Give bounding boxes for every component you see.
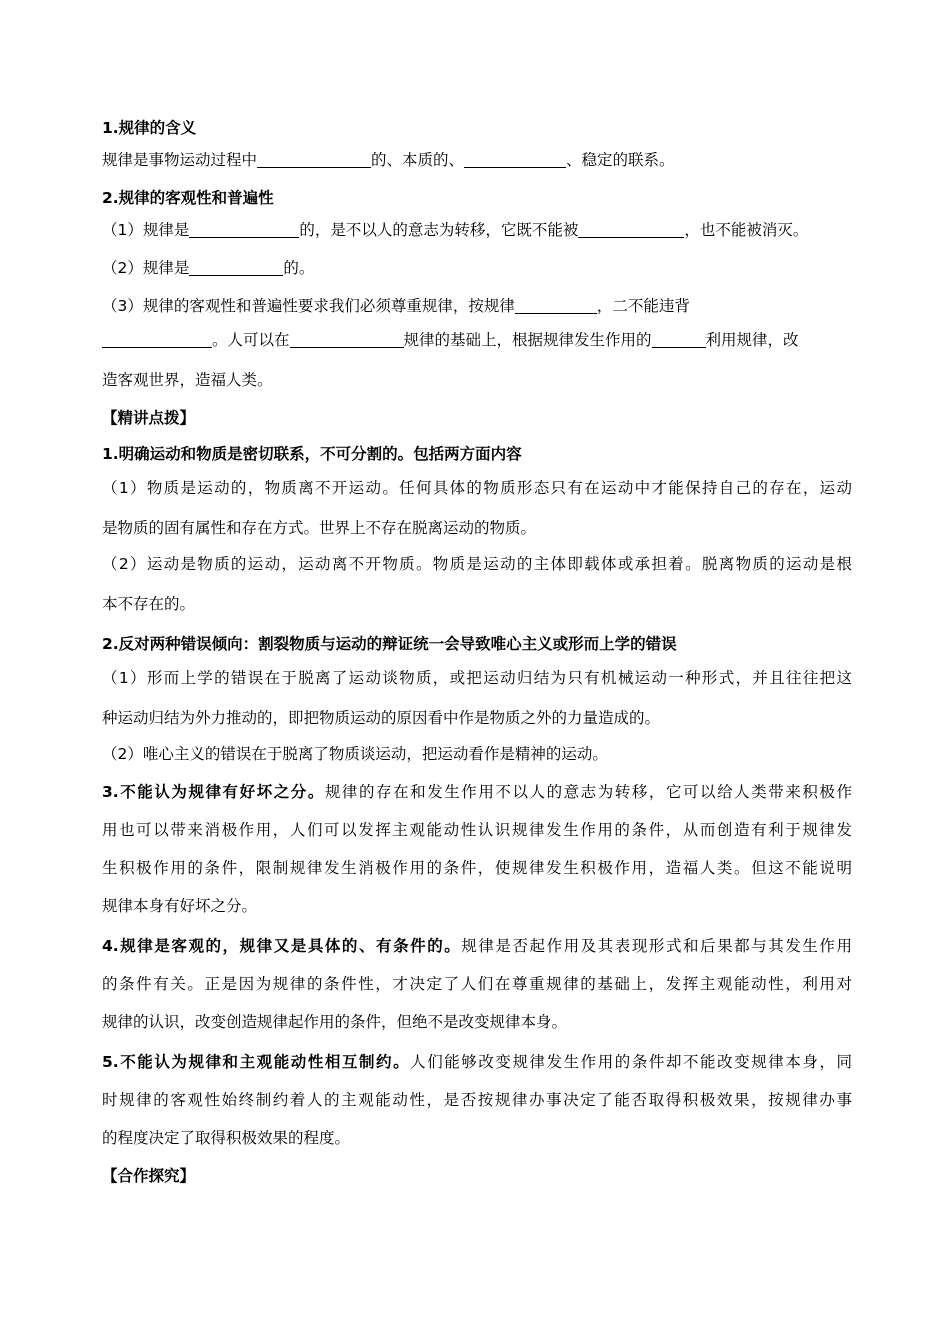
paragraph-line: 的程度决定了取得积极效果的程度。 — [102, 1129, 351, 1147]
text-span: 的。 — [283, 259, 315, 277]
paragraph-line: （1）形而上学的错误在于脱离了运动谈物质，或把运动归结为只有机械运动一种形式，并且往往把这 — [102, 669, 852, 687]
blank-field[interactable] — [515, 297, 597, 314]
fill-sentence-3-cont — [102, 330, 799, 350]
text-span: 利用规律，改 — [705, 331, 799, 349]
point-title-1: 1.明确运动和物质是密切联系，不可分割的。包括两方面内容 — [102, 445, 522, 463]
blank-field[interactable] — [189, 259, 283, 276]
blank-field[interactable] — [257, 151, 371, 168]
point-title-5: 5.不能认为规律和主观能动性相互制约。 — [102, 1053, 411, 1071]
text-span: 的，是不以人的意志为转移，它既不能被 — [299, 221, 579, 239]
paragraph-line: 时规律的客观性始终制约着人的主观能动性，是否按规律办事决定了能否取得积极效果，按规律办事 — [102, 1091, 852, 1109]
section-heading-cooperative: 【合作探究】 — [102, 1167, 196, 1185]
text-span: 规律的存在和发生作用不以人的意志为转移，它可以给人类带来积极作 — [324, 783, 852, 801]
text-span: 的、本质的、 — [371, 151, 465, 169]
paragraph-line: 的条件有关。正是因为规律的条件性，才决定了人们在尊重规律的基础上，发挥主观能动性，利用对 — [102, 975, 852, 993]
text-span: 规律是否起作用及其表现形式和后果都与其发生作用 — [461, 937, 852, 955]
paragraph-line: （1）物质是运动的，物质离不开运动。任何具体的物质形态只有在运动中才能保持自己的存在，运动 — [102, 479, 852, 497]
paragraph-line: 种运动归结为外力推动的，即把物质运动的原因看中作是物质之外的力量造成的。 — [102, 709, 661, 727]
text-span: 、稳定的联系。 — [566, 151, 675, 169]
blank-field[interactable] — [102, 331, 212, 348]
text-span: 。人可以在 — [212, 331, 290, 349]
text-span: （3）规律的客观性和普遍性要求我们必须尊重规律，按规律 — [102, 297, 515, 315]
blank-field[interactable] — [652, 331, 706, 348]
text-span: ，也不能被消灭。 — [684, 221, 809, 239]
fill-sentence-3 — [102, 296, 690, 316]
paragraph-line: 规律本身有好坏之分。 — [102, 897, 258, 915]
paragraph-line: 本不存在的。 — [102, 595, 196, 613]
point-title-4: 4.规律是客观的，规律又是具体的、有条件的。 — [102, 937, 462, 955]
paragraph-line: 用也可以带来消极作用，人们可以发挥主观能动性认识规律发生作用的条件，从而创造有利于规律发 — [102, 821, 852, 839]
section-heading-objectivity: 2.规律的客观性和普遍性 — [102, 189, 274, 207]
section-heading-meaning: 1.规律的含义 — [102, 119, 197, 137]
text-span: 规律是事物运动过程中 — [102, 151, 258, 169]
paragraph-line: 生积极作用的条件，限制规律发生消极作用的条件，使规律发生积极作用，造福人类。但这不能说明 — [102, 859, 852, 877]
point-5 — [102, 1052, 852, 1072]
point-title-3: 3.不能认为规律有好坏之分。 — [102, 783, 325, 801]
blank-field[interactable] — [189, 221, 299, 238]
fill-sentence-2 — [102, 258, 314, 278]
point-title-2: 2.反对两种错误倾向：割裂物质与运动的辩证统一会导致唯心主义或形而上学的错误 — [102, 635, 677, 653]
section-heading-key-points: 【精讲点拨】 — [102, 409, 196, 427]
paragraph-line: 造客观世界，造福人类。 — [102, 371, 273, 389]
text-span: ，二不能违背 — [596, 297, 690, 315]
text-span: 规律的基础上，根据规律发生作用的 — [403, 331, 652, 349]
paragraph-line: 规律的认识，改变创造规律起作用的条件，但绝不是改变规律本身。 — [102, 1013, 568, 1031]
text-span: （1）规律是 — [102, 221, 190, 239]
paragraph-line: 是物质的固有属性和存在方式。世界上不存在脱离运动的物质。 — [102, 519, 537, 537]
fill-sentence-1 — [102, 220, 808, 240]
blank-field[interactable] — [464, 151, 566, 168]
text-span: 人们能够改变规律发生作用的条件却不能改变规律本身，同 — [410, 1053, 852, 1071]
point-4 — [102, 936, 852, 956]
fill-sentence-meaning — [102, 150, 675, 170]
blank-field[interactable] — [290, 331, 404, 348]
point-3 — [102, 782, 852, 802]
blank-field[interactable] — [578, 221, 684, 238]
paragraph-line: （2）运动是物质的运动，运动离不开物质。物质是运动的主体即载体或承担着。脱离物质的运动是根 — [102, 555, 852, 573]
text-span: （2）规律是 — [102, 259, 190, 277]
paragraph-line: （2）唯心主义的错误在于脱离了物质谈运动，把运动看作是精神的运动。 — [102, 745, 608, 763]
